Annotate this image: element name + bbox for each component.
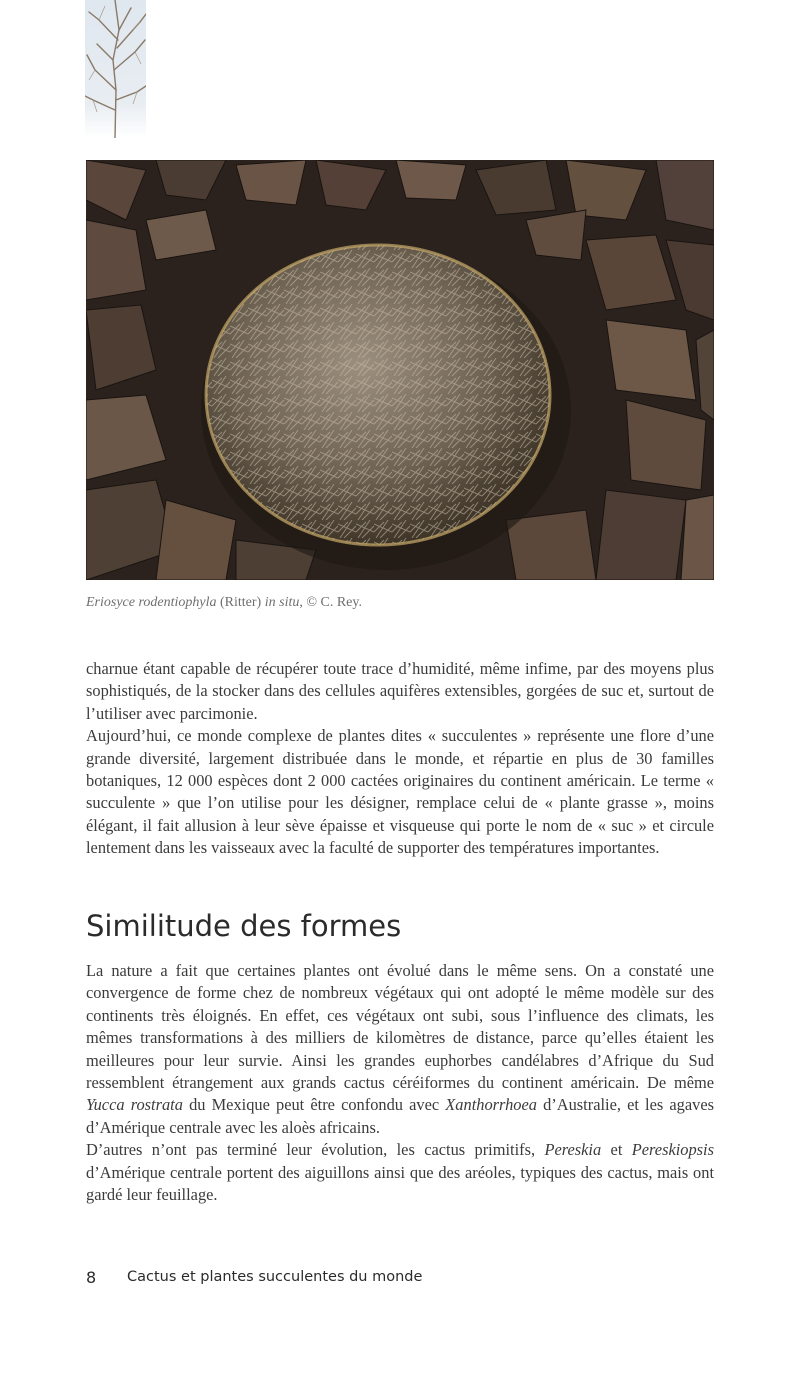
section-paragraph-2-text-3: d’Amérique centrale portent des aiguillons ainsi que des aréoles, typiques des cactus, mais ont gardé leur feuillage. [86, 1162, 714, 1205]
corner-thumbnail-image [85, 0, 146, 138]
page-number: 8 [86, 1268, 97, 1287]
section-paragraph-2-text-2: et [601, 1140, 632, 1160]
caption-species: Eriosyce rodentiophyla [86, 595, 217, 610]
section-paragraph-1-text-1: La nature a fait que certaines plantes ont évolué dans le même sens. On a constaté une convergence de forme chez de nombreux végétaux qui ont adopté le même modèle sur des continents très éloignés. En effet, ces végétaux ont subi, sous l’influence des climats, les mêmes transformations à des milliers de kilomètres de distance, parce qu’elles étaient les meilleures pour leur survie. Ainsi les grandes euphorbes candélabres d’Afrique du Sud ressemblent étrangement aux grands cactus céréiformes du continent américain. De même [86, 961, 714, 1093]
caption-author: (Ritter) [216, 595, 265, 610]
italic-xanthorrhoea: Xanthorrhoea [445, 1095, 537, 1115]
body-paragraph-2: Aujourd’hui, ce monde complexe de plantes dites « succulentes » représente une flore d’une grande diversité, largement distribuée dans le monde, et répartie en plus de 30 familles botaniques, 12 000 espèces dont 2 000 cactées originaires du continent américain. Le terme « succulente » que l’on utilise pour les désigner, remplace celui de « plante grasse », moins élégant, il fait allusion à leur sève épaisse et visqueuse qui porte le nom de « suc » et circule lentement dans les vaisseaux avec la faculté de supporter des températures importantes. [86, 726, 714, 858]
section-paragraph-1-text-2: du Mexique peut être confondu avec [182, 1095, 446, 1115]
body-paragraph-1: charnue étant capable de récupérer toute trace d’humidité, même infime, par des moyens plus sophistiqués, de la stocker dans des cellules aquifères extensibles, gorgées de suc et, surtout de l’utiliser avec parcimonie. [86, 659, 714, 723]
section-paragraph-1 [86, 960, 714, 1139]
body-text-block [86, 658, 714, 860]
italic-pereskiopsis: Pereskiopsis [631, 1140, 714, 1160]
caption-credit: , © C. Rey. [299, 595, 362, 610]
running-title: Cactus et plantes succulentes du monde [127, 1269, 423, 1285]
section-heading: Similitude des formes [86, 909, 402, 943]
section-paragraph-1-text-3: d’Australie, et les agaves d’Amérique centrale avec les aloès africains. [86, 1095, 715, 1137]
caption-in-situ: in situ [264, 595, 300, 610]
italic-yucca-rostrata: Yucca rostrata [86, 1095, 183, 1115]
italic-pereskia: Pereskia [544, 1140, 602, 1160]
section-text-block [86, 960, 714, 1206]
section-paragraph-2-text-1: D’autres n’ont pas terminé leur évolution, les cactus primitifs, [86, 1140, 545, 1160]
cactus-photo [86, 160, 714, 580]
section-paragraph-2 [86, 1139, 714, 1206]
photo-caption [86, 594, 714, 612]
